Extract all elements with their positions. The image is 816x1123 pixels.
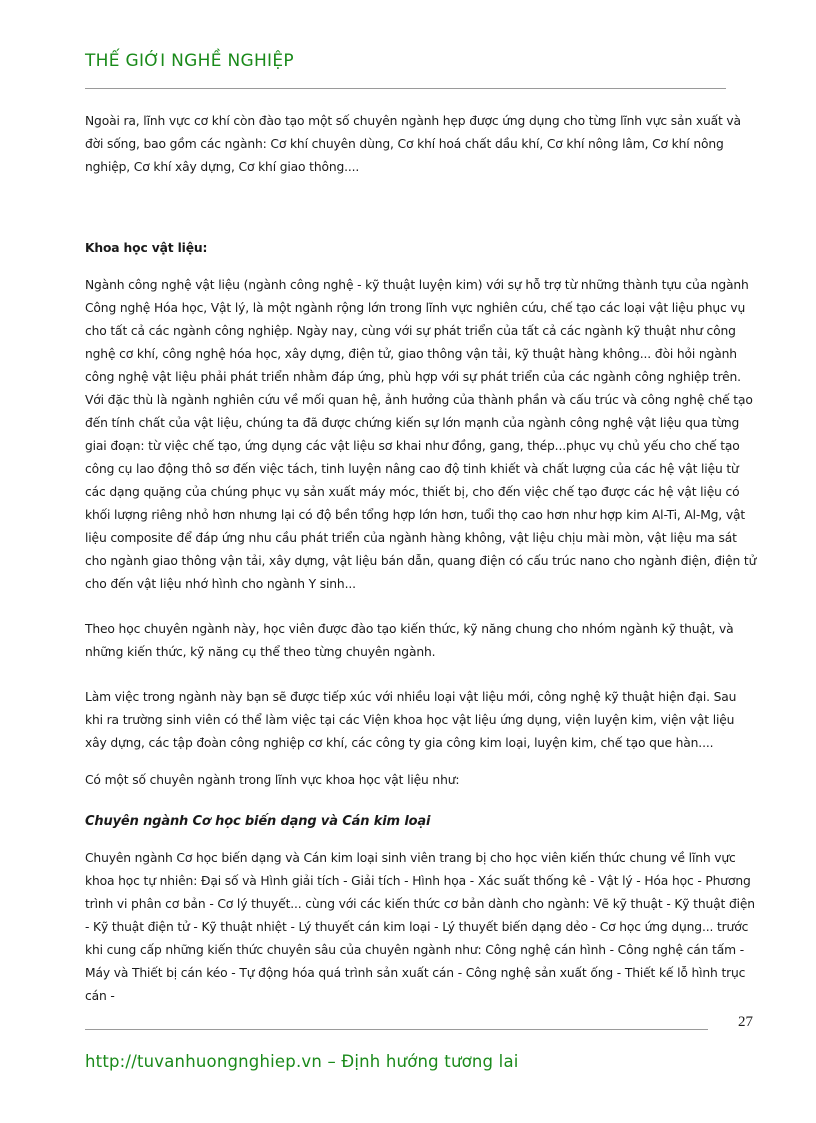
paragraph-training: Theo học chuyên ngành này, học viên được đào tạo kiến thức, kỹ năng chung cho nhóm ngành kỹ thuật, và những kiến thức, kỹ năng cụ thể theo từng chuyên ngành. bbox=[85, 622, 734, 659]
paragraph-specialty: Chuyên ngành Cơ học biến dạng và Cán kim loại sinh viên trang bị cho học viên kiến thức chung về lĩnh vực khoa học tự nhiên: Đại số và Hình giải tích - Giải tích - Hình họa - Xác suất thống kê - Vật lý - Hóa học - Phương trình vi phân cơ bản - Cơ lý thuyết... cùng với các kiến thức cơ bản dành cho ngành: Vẽ kỹ thuật - Kỹ thuật điện - Kỹ thuật điện tử - Kỹ thuật nhiệt - Lý thuyết cán kim loại - Lý thuyết biến dạng dẻo - Cơ học ứng dụng... trước khi cung cấp những kiến thức chuyên sâu của chuyên ngành như: Công nghệ cán hình - Công nghệ cán tấm - Máy và Thiết bị cán kéo - Tự động hóa quá trình sản xuất cán - Công nghệ sản xuất ống - Thiết kế lỗ hình trục cán - bbox=[85, 851, 755, 1003]
paragraph-career: Làm việc trong ngành này bạn sẽ được tiếp xúc với nhiều loại vật liệu mới, công nghệ kỹ thuật hiện đại. Sau khi ra trường sinh viên có thể làm việc tại các Viện khoa học vật liệu ứng dụng, viện luyện kim, viện vật liệu xây dựng, các tập đoàn công nghiệp cơ khí, các công ty gia công kim loại, luyện kim, chế tạo que hàn.... bbox=[85, 690, 737, 750]
footer-divider bbox=[85, 1029, 708, 1030]
header-divider bbox=[85, 88, 726, 89]
paragraph-list-intro: Có một số chuyên ngành trong lĩnh vực khoa học vật liệu như: bbox=[85, 773, 460, 787]
page-content bbox=[85, 110, 757, 1030]
paragraph-materials: Ngành công nghệ vật liệu (ngành công nghệ - kỹ thuật luyện kim) với sự hỗ trợ từ những thành tựu của ngành Công nghệ Hóa học, Vật lý, là một ngành rộng lớn trong lĩnh vực nghiên cứu, chế tạo các loại vật liệu phục vụ cho tất cả các ngành công nghiệp. Ngày nay, cùng với sự phát triển của tất cả các ngành kỹ thuật như công nghệ cơ khí, công nghệ hóa học, xây dựng, điện tử, giao thông vận tải, kỹ thuật hàng không... đòi hỏi ngành công nghệ vật liệu phải phát triển nhằm đáp ứng, phù hợp với sự phát triển của các ngành công nghiệp trên. Với đặc thù là ngành nghiên cứu về mối quan hệ, ảnh hưởng của thành phần và cấu trúc và công nghệ chế tạo đến tính chất của vật liệu, chúng ta đã được chứng kiến sự lớn mạnh của ngành công nghệ vật liệu qua từng giai đoạn: từ việc chế tạo, ứng dụng các vật liệu sơ khai như đồng, gang, thép...phục vụ chủ yếu cho chế tạo công cụ lao động thô sơ đến việc tách, tinh luyện nâng cao độ tinh khiết và chất lượng của các hệ vật liệu từ các dạng quặng của chúng phục vụ sản xuất máy móc, thiết bị, cho đến việc chế tạo được các hệ vật liệu có khối lượng riêng nhỏ hơn nhưng lại có độ bền tổng hợp lớn hơn, tuổi thọ cao hơn như hợp kim Al-Ti, Al-Mg, vật liệu composite để đáp ứng nhu cầu phát triển của ngành hàng không, vật liệu chịu mài mòn, vật liệu ma sát cho ngành giao thông vận tải, xây dựng, vật liệu bán dẫn, quang điện có cấu trúc nano cho ngành điện, điện tử cho đến vật liệu nhớ hình cho ngành Y sinh... bbox=[85, 278, 757, 591]
page-header-title: THẾ GIỚI NGHỀ NGHIỆP bbox=[85, 51, 294, 71]
section-heading: Khoa học vật liệu: bbox=[85, 241, 208, 255]
page-number: 27 bbox=[738, 1014, 753, 1030]
paragraph-intro: Ngoài ra, lĩnh vực cơ khí còn đào tạo một số chuyên ngành hẹp được ứng dụng cho từng lĩnh vực sản xuất và đời sống, bao gồm các ngành: Cơ khí chuyên dùng, Cơ khí hoá chất dầu khí, Cơ khí nông lâm, Cơ khí nông nghiệp, Cơ khí xây dựng, Cơ khí giao thông.... bbox=[85, 114, 741, 174]
subheading: Chuyên ngành Cơ học biến dạng và Cán kim loại bbox=[85, 814, 431, 829]
footer-website-link[interactable]: http://tuvanhuongnghiep.vn – Định hướng tương lai bbox=[85, 1052, 519, 1071]
